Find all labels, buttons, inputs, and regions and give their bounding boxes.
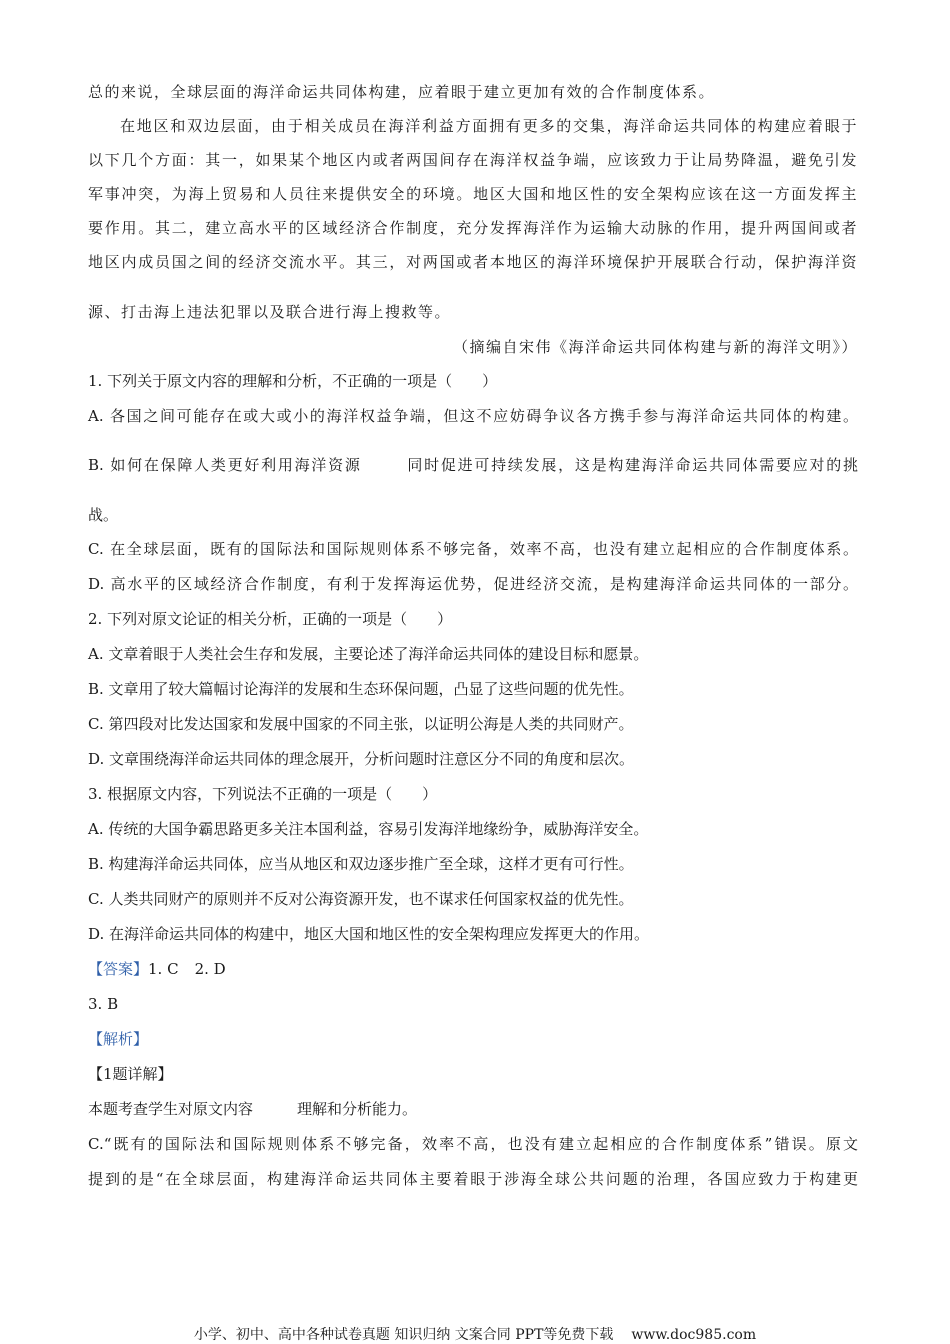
analysis-q1-intro-part1: 本题考查学生对原文内容 — [88, 1100, 254, 1118]
analysis-q1-c-line-1: C.“既有的国际法和国际规则体系不够完备，效率不高，也没有建立起相应的合作制度体系”错误。原文 — [88, 1135, 858, 1153]
question-3-option-d: D. 在海洋命运共同体的构建中，地区大国和地区性的安全架构理应发挥更大的作用。 — [88, 925, 650, 943]
analysis-q1-c-line-2: 提到的是“在全球层面，构建海洋命运共同体主要着眼于涉海全球公共问题的治理，各国应致力于构建更 — [88, 1170, 858, 1188]
question-2-option-d: D. 文章围绕海洋命运共同体的理念展开，分析问题时注意区分不同的角度和层次。 — [88, 750, 635, 768]
analysis-q1-intro — [88, 1099, 858, 1119]
passage-line-5: 要作用。其二，建立高水平的区域经济合作制度，充分发挥海洋作为运输大动脉的作用，提升两国间或者 — [88, 219, 858, 237]
question-1-option-b — [88, 455, 858, 475]
question-1-stem: 1. 下列关于原文内容的理解和分析，不正确的一项是（ ） — [88, 372, 498, 390]
passage-source: （摘编自宋伟《海洋命运共同体构建与新的海洋文明》） — [452, 338, 858, 356]
passage-line-2: 在地区和双边层面，由于相关成员在海洋利益方面拥有更多的交集，海洋命运共同体的构建应着眼于 — [120, 117, 858, 135]
question-1-option-b-part2: 同时促进可持续发展，这是构建海洋命运共同体需要应对的挑 — [405, 456, 858, 474]
question-3-option-c: C. 人类共同财产的原则并不反对公海资源开发，也不谋求任何国家权益的优先性。 — [88, 890, 634, 908]
passage-line-6: 地区内成员国之间的经济交流水平。其三，对两国或者本地区的海洋环境保护开展联合行动，保护海洋资 — [88, 253, 858, 271]
analysis-q1-label: 【1题详解】 — [88, 1065, 173, 1083]
question-3-stem: 3. 根据原文内容，下列说法不正确的一项是（ ） — [88, 785, 438, 803]
question-1-option-a: A. 各国之间可能存在或大或小的海洋权益争端，但这不应妨碍争议各方携手参与海洋命运共同体的构建。 — [88, 407, 858, 425]
passage-line-1: 总的来说，全球层面的海洋命运共同体构建，应着眼于建立更加有效的合作制度体系。 — [88, 83, 716, 101]
question-1-option-c: C. 在全球层面，既有的国际法和国际规则体系不够完备，效率不高，也没有建立起相应的合作制度体系。 — [88, 540, 858, 558]
question-1-option-d: D. 高水平的区域经济合作制度，有利于发挥海运优势，促进经济交流，是构建海洋命运共同体的一部分。 — [88, 575, 858, 593]
question-2-option-b: B. 文章用了较大篇幅讨论海洋的发展和生态环保问题，凸显了这些问题的优先性。 — [88, 680, 634, 698]
question-2-stem: 2. 下列对原文论证的相关分析，正确的一项是（ ） — [88, 610, 453, 628]
question-3-option-a: A. 传统的大国争霸思路更多关注本国利益，容易引发海洋地缘纷争，威胁海洋安全。 — [88, 820, 649, 838]
analysis-q1-intro-part2: 理解和分析能力。 — [297, 1100, 418, 1118]
answer-line — [88, 959, 858, 979]
question-2-option-a: A. 文章着眼于人类社会生存和发展，主要论述了海洋命运共同体的建设目标和愿景。 — [88, 645, 649, 663]
answer-label: 【答案】 — [88, 960, 149, 978]
page-footer — [0, 1324, 950, 1344]
answer-1: 1. C — [148, 960, 179, 978]
analysis-label: 【解析】 — [88, 1030, 149, 1048]
footer-url[interactable]: www.doc985.com — [631, 1327, 757, 1343]
answer-3: 3. B — [88, 995, 119, 1013]
question-1-option-b-cont: 战。 — [88, 506, 119, 524]
question-3-option-b: B. 构建海洋命运共同体，应当从地区和双边逐步推广至全球，这样才更有可行性。 — [88, 855, 634, 873]
passage-line-3: 以下几个方面：其一，如果某个地区内或者两国间存在海洋权益争端，应该致力于让局势降温，避免引发 — [88, 151, 858, 169]
footer-text: 小学、初中、高中各种试卷真题 知识归纳 文案合同 PPT等免费下载 — [193, 1327, 614, 1343]
question-2-option-c: C. 第四段对比发达国家和发展中国家的不同主张，以证明公海是人类的共同财产。 — [88, 715, 634, 733]
question-1-option-b-part1: B. 如何在保障人类更好利用海洋资源 — [88, 456, 362, 474]
passage-line-7: 源、打击海上违法犯罪以及联合进行海上搜救等。 — [88, 303, 452, 321]
passage-line-4: 军事冲突，为海上贸易和人员往来提供安全的环境。地区大国和地区性的安全架构应该在这一方面发挥主 — [88, 185, 858, 203]
answer-2: 2. D — [194, 960, 226, 978]
